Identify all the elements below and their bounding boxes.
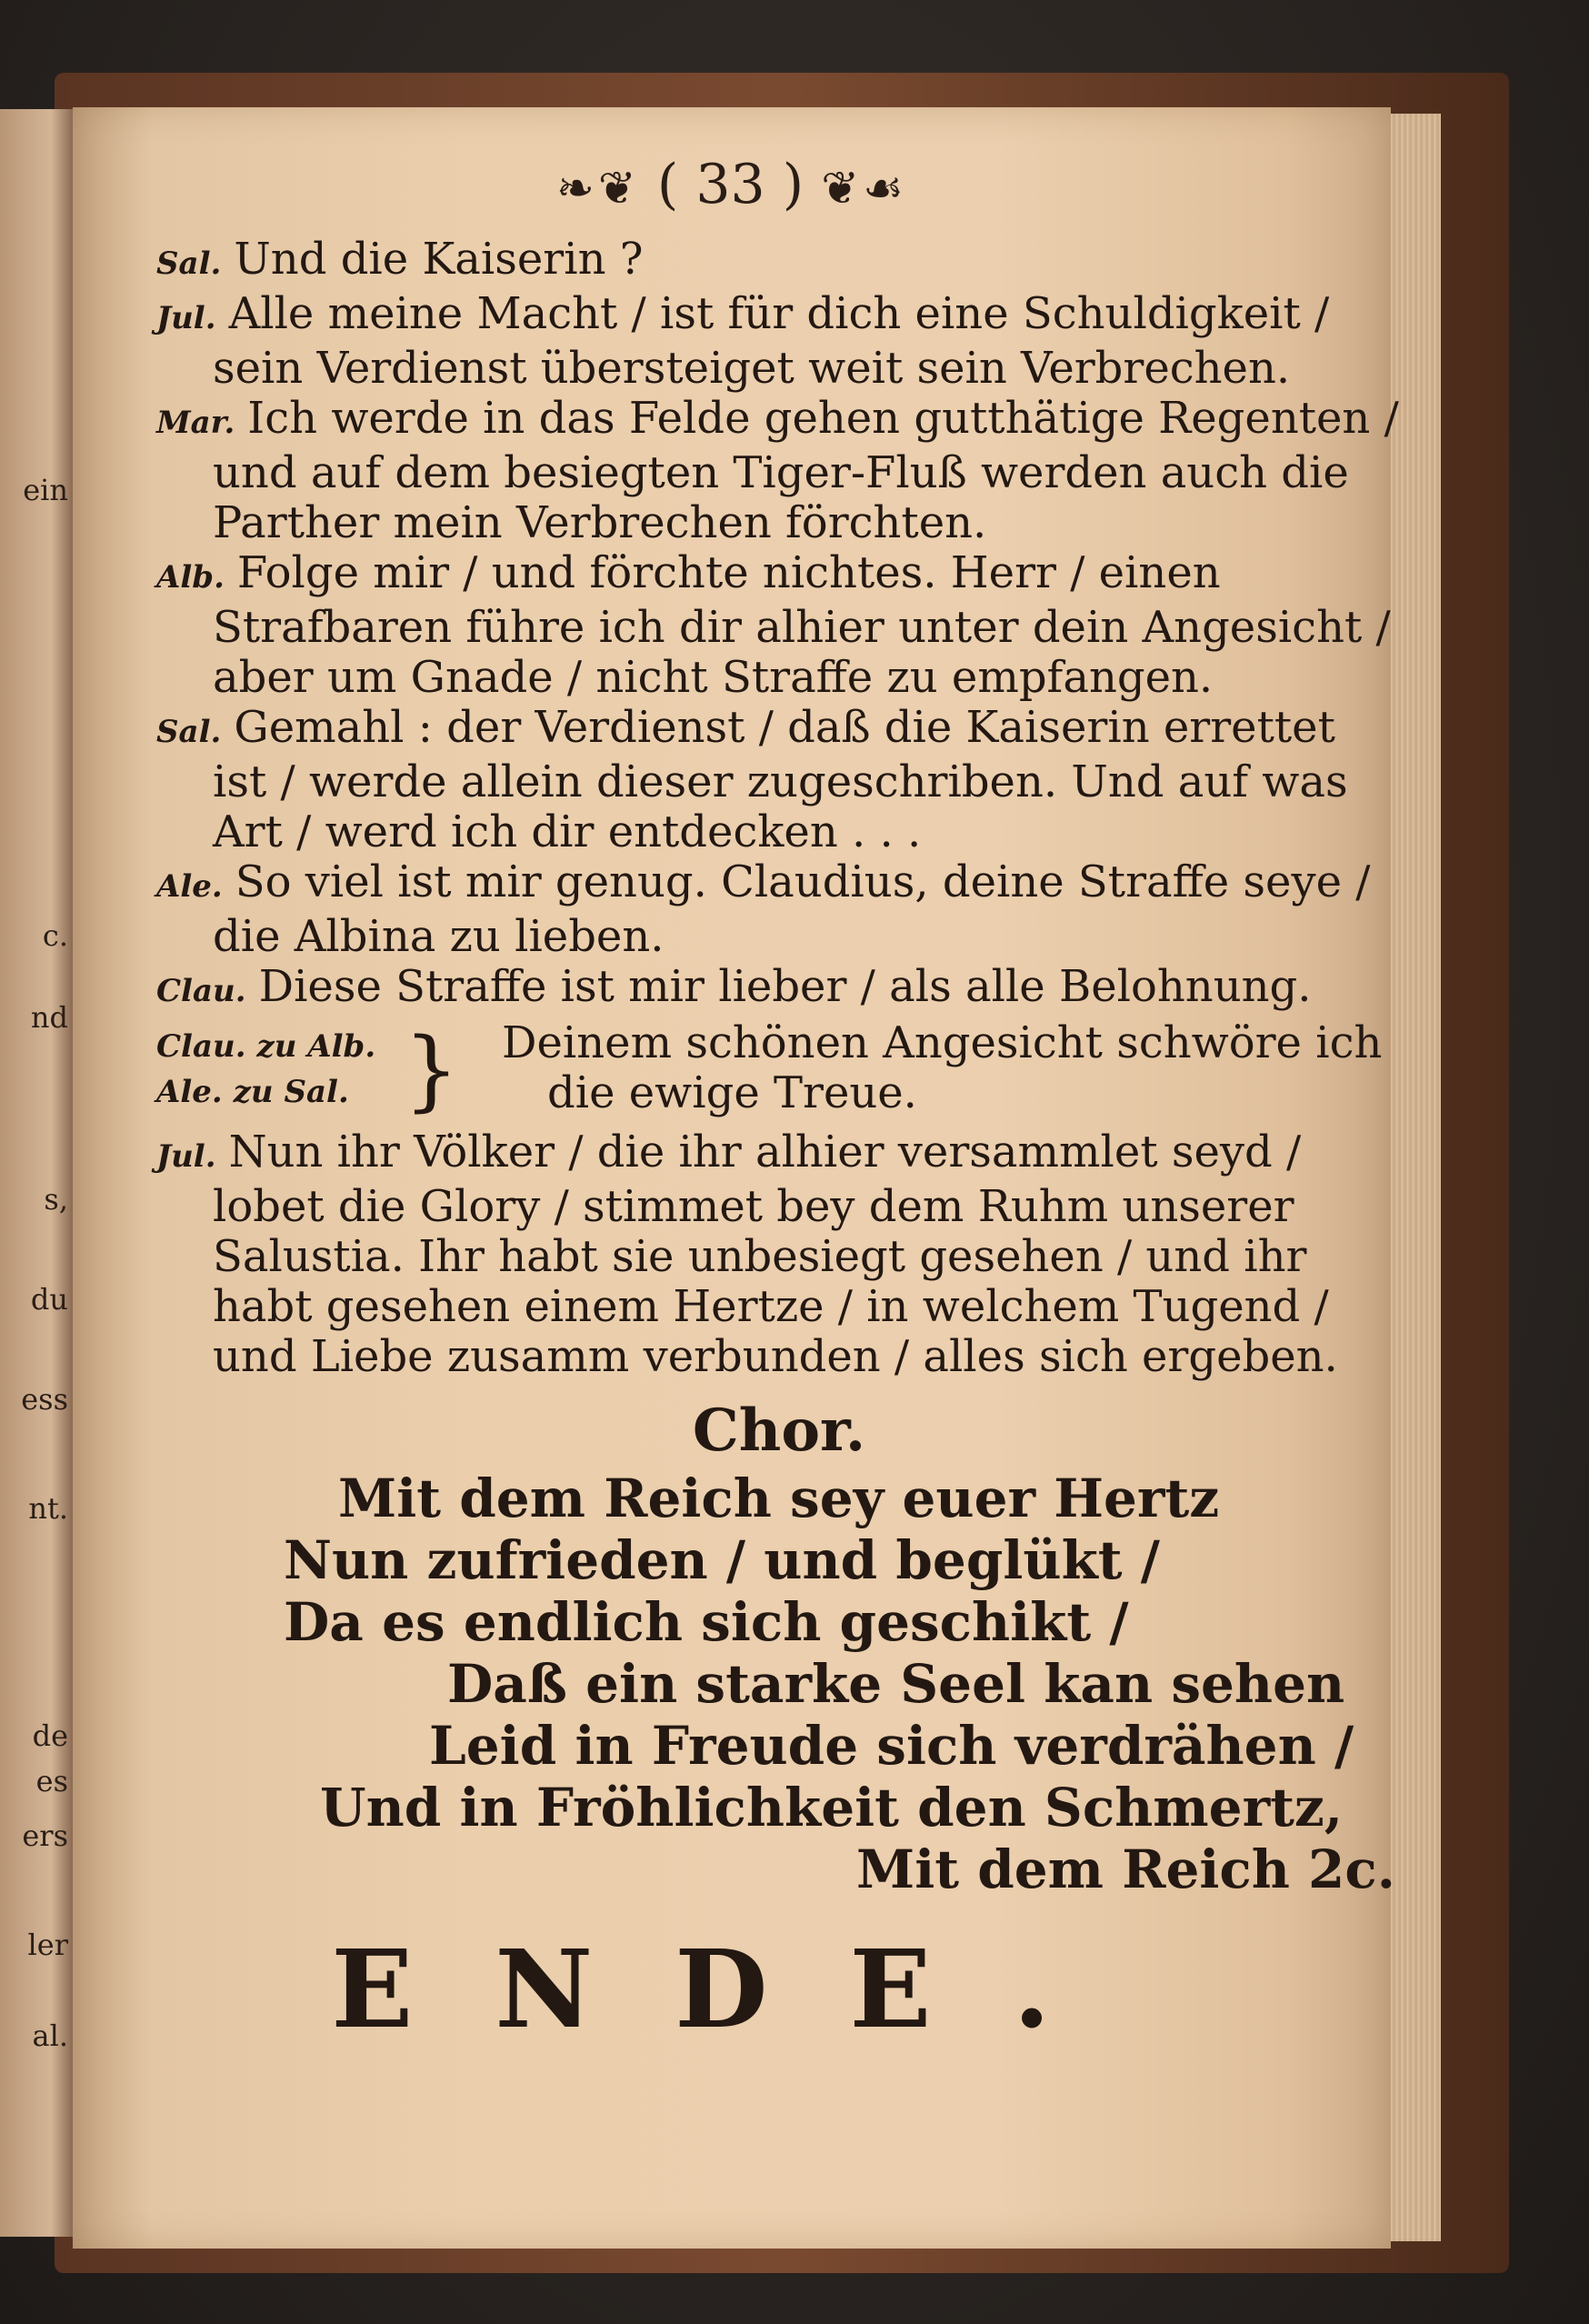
duet-speaker: Ale. zu Sal. (156, 1074, 349, 1110)
speech-text: So viel ist mir genug. Claudius, deine Straffe seye / die Albina zu lieben. (213, 856, 1371, 962)
book-page (73, 107, 1399, 2249)
chorus-line: Mit dem Reich 2c. (856, 1838, 1395, 1900)
speaker-label: Jul. (156, 300, 216, 336)
left-fragment: ers (22, 1818, 68, 1853)
speaker-label: Alb. (156, 559, 225, 596)
brace-icon: } (404, 1019, 460, 1121)
speaker-label: Sal. (156, 245, 222, 282)
speech-text: Und die Kaiserin ? (234, 234, 644, 285)
left-fragment: ein (23, 473, 68, 507)
duet-line: Deinem schönen Angesicht schwöre ich (502, 1017, 1383, 1068)
speech-text: Ich werde in das Felde gehen gutthätige Regenten / und auf dem besiegten Tiger-Fluß werden auch die Parther mein Verbrechen förchten. (213, 393, 1399, 548)
duet-speakers (156, 1024, 393, 1115)
left-fragment: ler (27, 1928, 68, 1962)
left-fragment: du (30, 1282, 68, 1317)
left-fragment: s, (44, 1182, 68, 1217)
speaker-label: Jul. (156, 1138, 216, 1175)
right-ornament-icon: ❦☙ (821, 162, 907, 215)
ende-heading: ENDE. (331, 1926, 1133, 2052)
left-fragment: ess (21, 1382, 68, 1417)
duet-lines (502, 1018, 1382, 1118)
left-ornament-icon: ❧❦ (556, 162, 640, 215)
duet-line: die ewige Treue. (547, 1067, 917, 1118)
speech (156, 548, 1402, 703)
chorus (156, 1397, 1402, 1900)
left-fragment: al. (32, 2018, 68, 2053)
page-number: ( 33 ) (656, 153, 804, 216)
left-fragment: c. (42, 918, 68, 953)
left-fragment: de (32, 1718, 68, 1753)
speech-text: Gemahl : der Verdienst / daß die Kaiserin errettet ist / werde allein dieser zugeschriben. Und auf was Art / werd ich dir entdecken . . . (213, 702, 1348, 857)
chorus-line: Da es endlich sich geschikt / (284, 1591, 1129, 1653)
speech (156, 703, 1402, 857)
chorus-line: Und in Fröhlichkeit den Schmertz, (320, 1777, 1344, 1838)
left-page-edge (0, 109, 73, 2237)
chorus-line: Mit dem Reich sey euer Hertz (338, 1468, 1220, 1529)
speech-text: Nun ihr Völker / die ihr alhier versammlet seyd / lobet die Glory / stimmet bey dem Ruhm unserer Salustia. Ihr habt sie unbesiegt gesehen / und ihr habt gesehen einem Hertze / in welchem Tugend / und Liebe zusamm verbunden / alles sich ergeben. (213, 1127, 1338, 1382)
speech-text: Alle meine Macht / ist für dich eine Schuldigkeit / sein Verdienst übersteiget weit sein Verbrechen. (213, 288, 1330, 394)
speech (156, 289, 1402, 394)
speech (156, 1127, 1402, 1382)
duet-block (156, 1018, 1402, 1127)
speaker-label: Mar. (156, 405, 235, 441)
dialogue-text (156, 235, 1402, 1900)
left-fragment: nd (30, 1000, 68, 1035)
duet-speaker: Clau. zu Alb. (156, 1028, 376, 1065)
left-fragment: es (35, 1764, 68, 1798)
speech (156, 962, 1402, 1017)
speech (156, 857, 1402, 962)
speech (156, 235, 1402, 289)
chorus-title: Chor. (692, 1397, 866, 1465)
speaker-label: Clau. (156, 973, 246, 1009)
page-header (73, 153, 1391, 216)
chorus-line: Daß ein starke Seel kan sehen (447, 1653, 1345, 1715)
left-fragment: nt. (28, 1491, 68, 1526)
speaker-label: Ale. (156, 868, 223, 905)
chorus-line: Nun zufrieden / und beglükt / (284, 1529, 1160, 1591)
speech (156, 394, 1402, 548)
speaker-label: Sal. (156, 714, 222, 750)
speech-text: Diese Straffe ist mir lieber / als alle Belohnung. (258, 961, 1312, 1012)
chorus-line: Leid in Freude sich verdrähen / (429, 1715, 1354, 1777)
speech-text: Folge mir / und förchte nichtes. Herr / einen Strafbaren führe ich dir alhier unter dein Angesicht / aber um Gnade / nicht Straffe zu empfangen. (213, 547, 1391, 703)
